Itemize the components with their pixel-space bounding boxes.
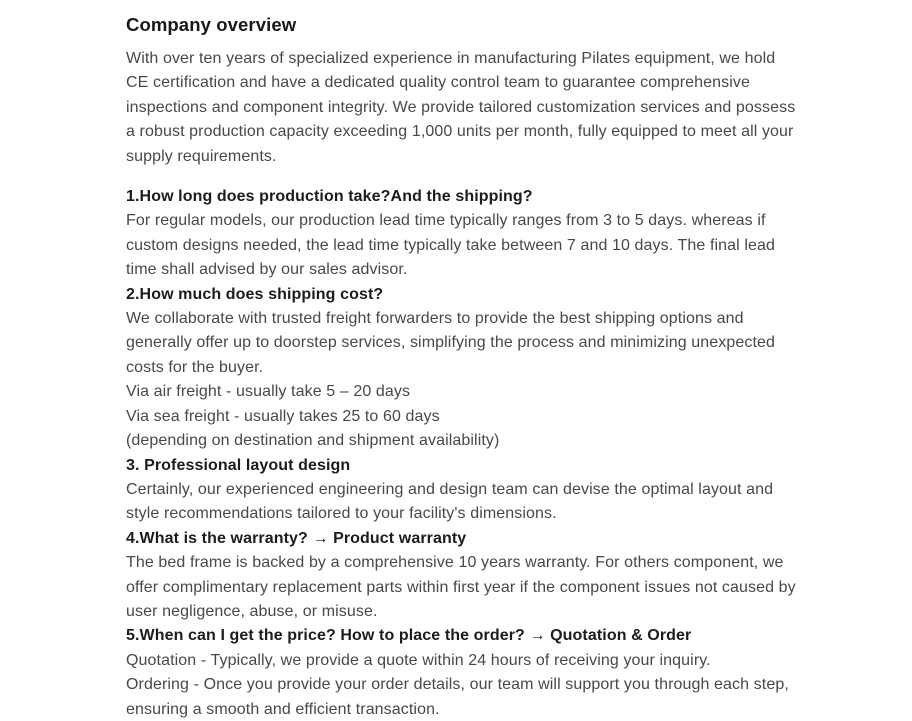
faq-question: 3. Professional layout design bbox=[126, 456, 351, 474]
faq-item-price-order bbox=[126, 624, 802, 721]
faq-item-shipping-cost bbox=[126, 283, 802, 454]
faq-answer: We collaborate with trusted freight forwarders to provide the best shipping options and generally offer up to doorstep services, simplifying the process and minimizing unexpected costs for the buyer. bbox=[126, 310, 776, 376]
faq-question: 2.How much does shipping cost? bbox=[126, 285, 384, 303]
faq-answer-quotation: Quotation - Typically, we provide a quote within 24 hours of receiving your inquiry. bbox=[126, 651, 711, 669]
faq-question: 4.What is the warranty? → Product warranty bbox=[126, 529, 467, 547]
intro-paragraph: With over ten years of specialized experience in manufacturing Pilates equipment, we hold CE certification and have a dedicated quality control team to guarantee comprehensive inspections and component integrity. We provide tailored customization services and possess a robust production capacity exceeding 1,000 units per month, fully equipped to meet all your supply requirements. bbox=[126, 50, 796, 165]
section-title: Company overview bbox=[126, 14, 297, 35]
company-overview-section bbox=[126, 12, 802, 721]
faq-question: 1.How long does production take?And the shipping? bbox=[126, 188, 533, 206]
faq-answer: The bed frame is backed by a comprehensive 10 years warranty. For others component, we offer complimentary replacement parts within first year if the component issues not caused by user negligence, abuse, or misuse. bbox=[126, 554, 796, 620]
faq-answer: For regular models, our production lead time typically ranges from 3 to 5 days. whereas if custom designs needed, the lead time typically take between 7 and 10 days. The final lead time shall advised by our sales advisor. bbox=[126, 212, 776, 279]
faq-answer: Certainly, our experienced engineering and design team can devise the optimal layout and style recommendations tailored to your facility's dimensions. bbox=[126, 480, 774, 523]
faq-question: 5.When can I get the price? How to place the order? → Quotation & Order bbox=[126, 627, 692, 645]
faq-list bbox=[126, 185, 802, 721]
faq-answer-ordering: Ordering - Once you provide your order details, our team will support you through each step, ensuring a smooth and efficient transaction. bbox=[126, 676, 789, 718]
faq-answer-sea-freight: Via sea freight - usually takes 25 to 60 days bbox=[126, 407, 440, 425]
faq-answer-air-freight: Via air freight - usually take 5 – 20 days bbox=[126, 383, 411, 401]
faq-item-production-time bbox=[126, 185, 802, 283]
faq-item-layout-design bbox=[126, 454, 802, 527]
faq-item-warranty bbox=[126, 527, 802, 625]
faq-answer-depending-note: (depending on destination and shipment availability) bbox=[126, 432, 500, 450]
